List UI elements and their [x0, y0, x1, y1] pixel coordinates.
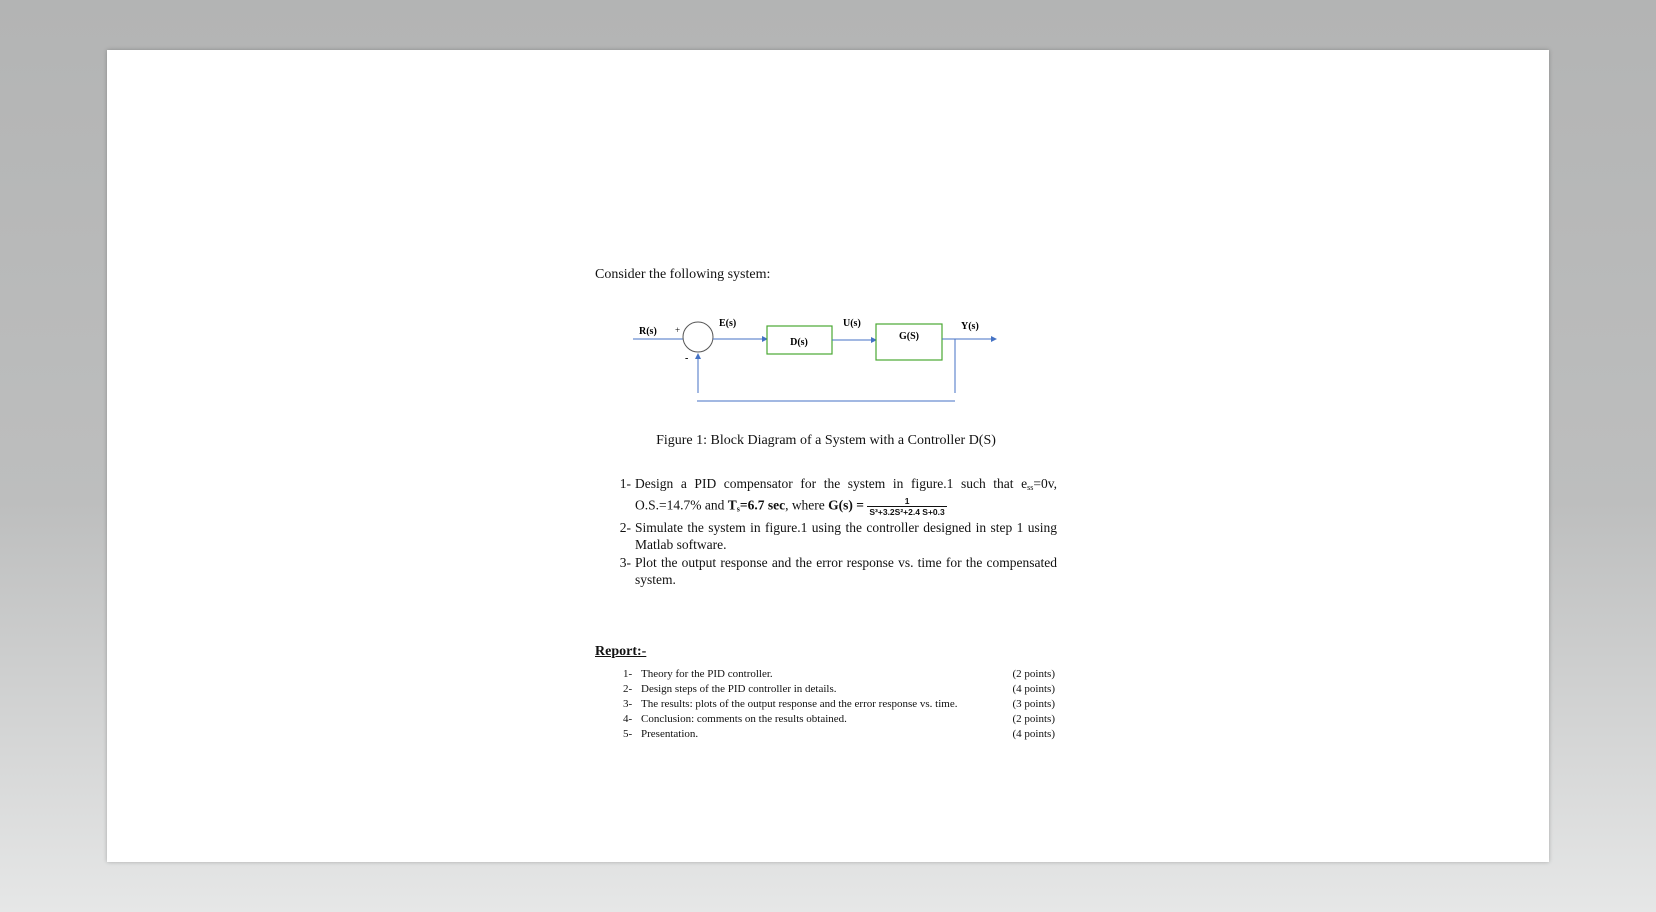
task-item	[595, 554, 1057, 588]
report-item-number: 3-	[623, 698, 633, 710]
input-label: R(s)	[639, 326, 657, 337]
ts-subscript: s	[736, 504, 740, 514]
plant-label: G(S)	[899, 331, 919, 342]
report-item	[623, 727, 1055, 742]
document-page	[107, 50, 1549, 862]
minus-sign: -	[685, 353, 689, 364]
task-text-part: =0v, O.S.=14.7% and	[635, 476, 1057, 513]
plus-sign: +	[675, 325, 681, 335]
report-list	[623, 667, 1055, 742]
task-number: 1-	[619, 476, 631, 491]
output-label: Y(s)	[961, 321, 979, 332]
error-label: E(s)	[719, 318, 737, 329]
task-item	[595, 475, 1057, 518]
report-item	[623, 682, 1055, 697]
report-item-points: (3 points)	[1012, 698, 1055, 710]
task-text	[635, 475, 1057, 518]
report-item-number: 2-	[623, 683, 633, 695]
report-item-text: Presentation.	[641, 728, 699, 740]
task-text-part: , where	[785, 497, 829, 513]
report-item-text: The results: plots of the output response and the error response vs. time.	[641, 698, 958, 710]
report-item	[623, 697, 1055, 712]
control-label: U(s)	[843, 318, 861, 329]
fraction-numerator: 1	[867, 496, 946, 507]
report-item-points: (2 points)	[1012, 713, 1055, 725]
summing-junction	[683, 322, 713, 352]
transfer-function-fraction	[867, 496, 946, 517]
report-item-points: (4 points)	[1012, 728, 1055, 740]
report-item-points: (4 points)	[1012, 683, 1055, 695]
report-heading: Report:-	[595, 644, 647, 659]
report-item	[623, 712, 1055, 727]
task-text: Simulate the system in figure.1 using the controller designed in step 1 using Matlab software.	[635, 519, 1057, 552]
report-item-number: 1-	[623, 668, 633, 680]
report-item-number: 4-	[623, 713, 633, 725]
task-number: 3-	[619, 554, 631, 570]
report-item-text: Design steps of the PID controller in details.	[641, 683, 837, 695]
intro-text: Consider the following system:	[595, 267, 771, 282]
document-content	[595, 267, 1057, 740]
report-item-number: 5-	[623, 728, 633, 740]
task-number: 2-	[619, 519, 631, 535]
report-item-points: (2 points)	[1012, 668, 1055, 680]
ts-symbol: T	[727, 497, 737, 513]
figure-caption: Figure 1: Block Diagram of a System with a Controller D(S)	[656, 433, 996, 448]
report-item-text: Theory for the PID controller.	[641, 668, 773, 680]
report-item	[623, 667, 1055, 682]
task-item	[595, 519, 1057, 553]
plant-block	[876, 324, 942, 360]
report-item-text: Conclusion: comments on the results obtained.	[641, 713, 847, 725]
controller-label: D(s)	[790, 337, 808, 348]
fraction-denominator: S³+3.2S²+2.4 S+0.3	[869, 507, 945, 517]
task-list	[595, 475, 1057, 589]
ts-value: =6.7 sec	[739, 497, 786, 513]
task-text-part: Design a PID compensator for the system in figure.1 such that e	[635, 476, 1028, 491]
task-text: Plot the output response and the error response vs. time for the compensated system.	[635, 554, 1057, 587]
block-diagram	[633, 309, 1013, 421]
ess-subscript: ss	[1027, 483, 1034, 492]
transfer-function-label: G(s) =	[828, 497, 864, 513]
